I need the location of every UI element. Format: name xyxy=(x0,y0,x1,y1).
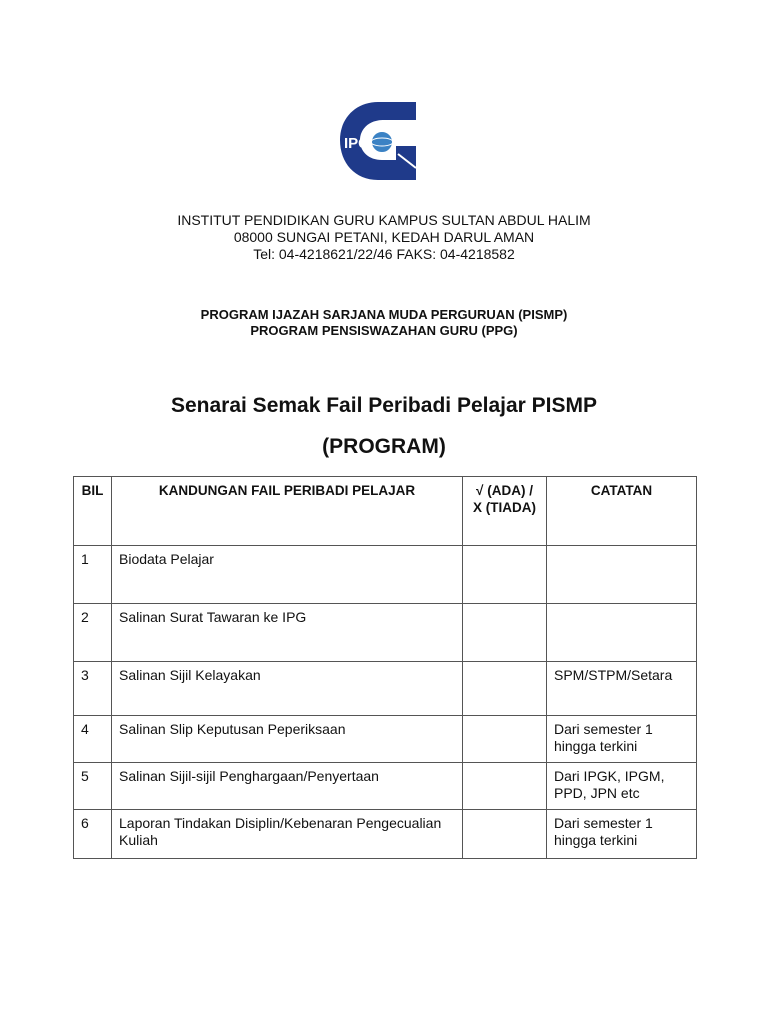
row-bil: 6 xyxy=(74,810,112,859)
program-pismp: PROGRAM IJAZAH SARJANA MUDA PERGURUAN (PISMP) xyxy=(200,307,568,322)
row-bil: 2 xyxy=(74,604,112,662)
row-item: Laporan Tindakan Disiplin/Kebenaran Pengecualian Kuliah xyxy=(112,810,463,859)
row-item: Salinan Sijil-sijil Penghargaan/Penyertaan xyxy=(112,763,463,810)
table-row xyxy=(74,662,697,716)
institution-block xyxy=(0,212,768,263)
row-catatan: Dari IPGK, IPGM, PPD, JPN etc xyxy=(547,763,697,810)
row-catatan: Dari semester 1 hingga terkini xyxy=(547,810,697,859)
row-bil: 3 xyxy=(74,662,112,716)
row-bil: 1 xyxy=(74,546,112,604)
logo-text: IPG xyxy=(344,135,370,152)
row-catatan: Dari semester 1 hingga terkini xyxy=(547,716,697,763)
row-catatan: SPM/STPM/Setara xyxy=(547,662,697,716)
institution-name: INSTITUT PENDIDIKAN GURU KAMPUS SULTAN ABDUL HALIM xyxy=(177,212,591,228)
program-ppg: PROGRAM PENSISWAZAHAN GURU (PPG) xyxy=(250,323,518,338)
program-block xyxy=(0,307,768,339)
ipg-logo xyxy=(338,98,420,182)
table-row xyxy=(74,546,697,604)
page-subtitle: (PROGRAM) xyxy=(322,435,446,458)
header-catatan: CATATAN xyxy=(547,477,697,546)
row-item: Salinan Sijil Kelayakan xyxy=(112,662,463,716)
row-catatan xyxy=(547,604,697,662)
row-status[interactable] xyxy=(463,604,547,662)
row-status[interactable] xyxy=(463,763,547,810)
table-header-row xyxy=(74,477,697,546)
row-item: Biodata Pelajar xyxy=(112,546,463,604)
row-item: Salinan Slip Keputusan Peperiksaan xyxy=(112,716,463,763)
table-row xyxy=(74,763,697,810)
row-status[interactable] xyxy=(463,716,547,763)
row-bil: 4 xyxy=(74,716,112,763)
row-status[interactable] xyxy=(463,810,547,859)
header-bil: BIL xyxy=(74,477,112,546)
page-title: Senarai Semak Fail Peribadi Pelajar PISMP xyxy=(170,394,598,417)
table-row xyxy=(74,810,697,859)
row-item: Salinan Surat Tawaran ke IPG xyxy=(112,604,463,662)
institution-address: 08000 SUNGAI PETANI, KEDAH DARUL AMAN xyxy=(233,229,535,245)
header-ada-tiada: √ (ADA) / X (TIADA) xyxy=(463,477,547,546)
table-row xyxy=(74,604,697,662)
row-status[interactable] xyxy=(463,662,547,716)
header-kandungan: KANDUNGAN FAIL PERIBADI PELAJAR xyxy=(112,477,463,546)
table-row xyxy=(74,716,697,763)
checklist-table xyxy=(73,476,697,859)
row-bil: 5 xyxy=(74,763,112,810)
institution-contact: Tel: 04-4218621/22/46 FAKS: 04-4218582 xyxy=(253,246,515,262)
row-status[interactable] xyxy=(463,546,547,604)
row-catatan xyxy=(547,546,697,604)
